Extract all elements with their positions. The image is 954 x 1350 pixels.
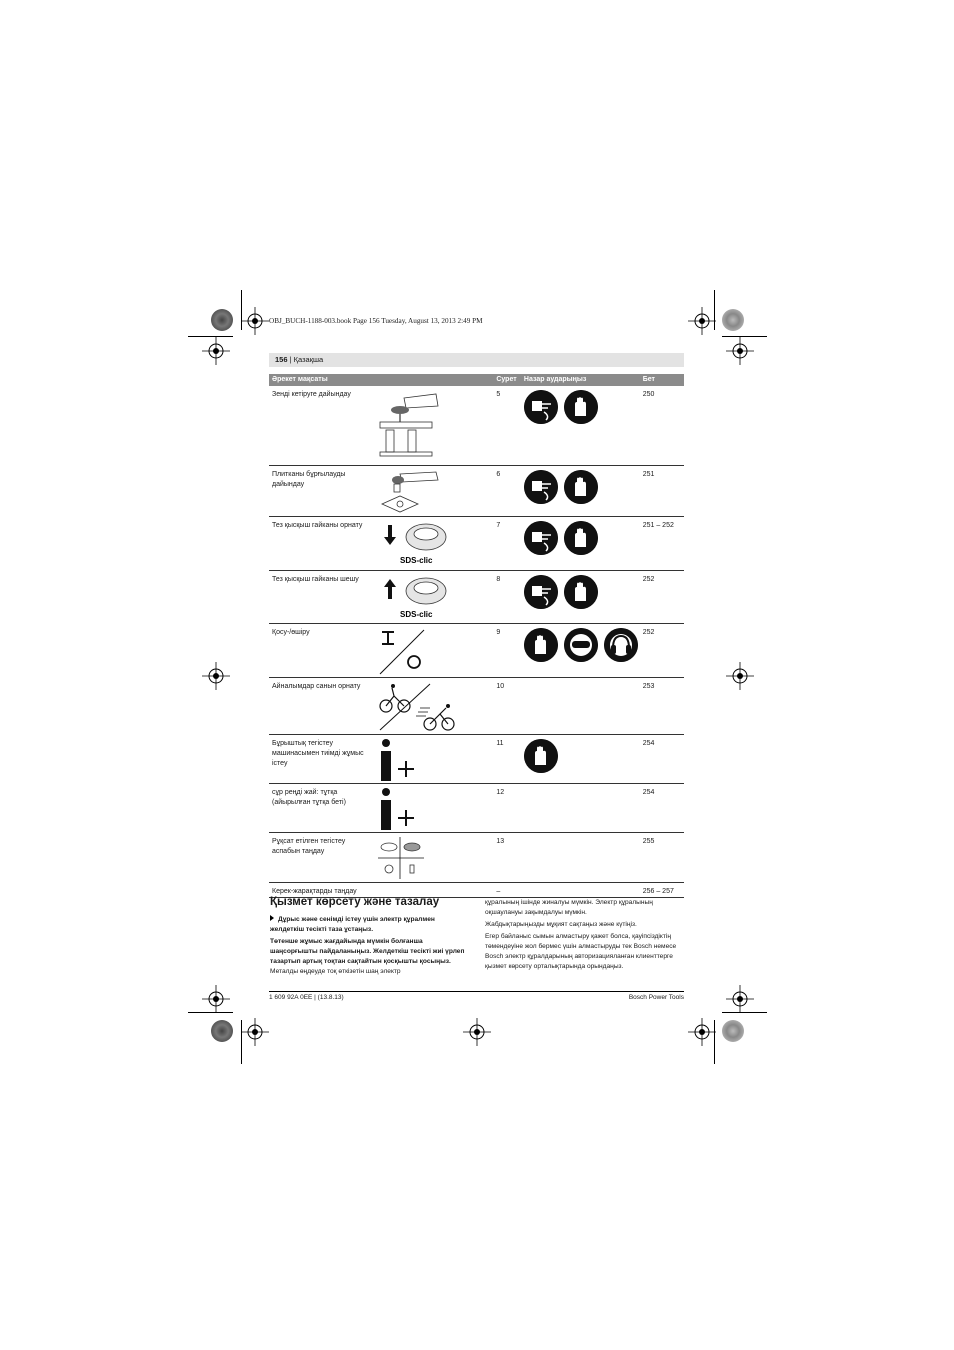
trim-line [188,1012,233,1013]
bullet-paragraph: Дұрыс және сенімді істеу үшін электр құралмен желдеткіш тесікті таза ұстаңыз. [270,916,435,933]
trim-line [714,1020,715,1064]
trim-line [722,336,767,337]
row-figure: 9 [493,623,521,677]
book-info-line: OBJ_BUCH-1188-003.book Page 156 Tuesday, August 13, 2013 2:49 PM [269,317,483,325]
sds-clic-mount-icon [378,521,448,567]
page-header [269,353,684,367]
row-action: сұр реңді жай: тұтқа (айырылған тұтқа беті) [269,783,375,832]
row-page: 252 [640,623,684,677]
info-plus-icon [378,788,428,832]
crosshair-registration-icon [726,337,754,365]
body-paragraph: құралының ішінде жиналуы мүмкін. Электр құралының оқшаулануы зақымдалуы мүмкін. [485,899,653,916]
row-page: 255 [640,832,684,882]
gloves-icon [524,628,558,662]
plug-icon [524,470,558,504]
color-registration-mark [722,1020,744,1042]
trim-line [722,1012,767,1013]
crosshair-registration-icon [241,1018,269,1046]
color-registration-mark [722,309,744,331]
table-row [269,570,684,623]
table-row [269,734,684,783]
plug-icon [524,390,558,424]
col-header-illustration [375,374,494,386]
table-row [269,677,684,734]
on-off-icon [378,628,448,676]
crosshair-registration-icon [688,1018,716,1046]
gloves-icon [564,521,598,555]
crosshair-registration-icon [202,337,230,365]
row-page: 250 [640,386,684,465]
body-paragraph: Егер байланыс сымын алмастыру қажет болса, қауіпсіздіктің төмендеуіне жол бермес үшін алмастыруды тек Bosch немесе Bosch электр құралдарының авторизацияланған клиенттерге қызмет көрсету орталықтарында орындаңыз. [485,933,677,970]
color-registration-mark [211,1020,233,1042]
col-header-figure: Сурет [493,374,521,386]
trim-line [714,290,715,330]
trim-line [241,1020,242,1064]
bullet-arrow-icon [270,915,274,921]
sds-clic-label: SDS-clic [399,555,433,565]
row-figure: 5 [493,386,521,465]
plug-icon [524,575,558,609]
language-label: Қазақша [293,355,324,364]
header-separator: | [289,355,292,364]
crosshair-registration-icon [463,1018,491,1046]
row-action: Рұқсат етілген тегістеу аспабын таңдау [269,832,375,882]
color-registration-mark [211,309,233,331]
ear-protection-icon [604,628,638,662]
crosshair-registration-icon [688,307,716,335]
col-header-action: Әрекет мақсаты [269,374,375,386]
col-header-page: Бет [640,374,684,386]
row-figure: – [493,882,521,897]
crosshair-registration-icon [202,662,230,690]
trim-line [188,336,233,337]
table-row [269,783,684,832]
speed-bikes-icon [378,682,458,732]
table-row [269,832,684,882]
gloves-icon [564,470,598,504]
info-plus-icon [378,739,428,783]
crosshair-registration-icon [726,985,754,1013]
row-action: Тез қысқыш гайканы шешу [269,570,375,623]
row-action: Бұрыштық тегістеу машинасымен тиімді жұмыс істеу [269,734,375,783]
gloves-icon [564,575,598,609]
left-column [270,915,466,979]
col-header-notes: Назар аударыңыз [521,374,640,386]
footer-brand: Bosch Power Tools [628,994,684,1001]
row-action: Керек-жарақтарды таңдау [269,882,493,897]
row-figure: 8 [493,570,521,623]
row-page: 254 [640,783,684,832]
trim-line [241,290,242,330]
section-title: Қызмет көрсету және тазалау [270,896,440,908]
row-action: Зенді кетіруге дайындау [269,386,375,465]
footer-doc-number: 1 609 92A 0EE | (13.8.13) [269,994,344,1001]
table-header-row [269,374,684,386]
crosshair-registration-icon [202,985,230,1013]
footer-rule [269,991,684,992]
plug-icon [524,521,558,555]
tile-drill-icon [378,470,448,516]
crosshair-registration-icon [726,662,754,690]
row-page: 256 – 257 [640,882,684,897]
table-row [269,386,684,465]
row-figure: 7 [493,516,521,570]
table-row [269,465,684,516]
row-action: Плитканы бұрғылауды дайындау [269,465,375,516]
row-figure: 6 [493,465,521,516]
body-paragraph: Төтенше жұмыс жағдайында мүмкін болғанша шаңсорғышты пайдаланыңыз. Желдеткіш тесікті жиі үрлеп тазартып артық тоқтан сақтайтын қосқышты қосыңыз. Металды өңдеуде тоқ өткізетін шаң электр [270,938,465,975]
row-action: Қосу-/өшіру [269,623,375,677]
grinding-tools-icon [378,837,438,879]
grinder-cut-icon [378,390,448,458]
row-figure: 13 [493,832,521,882]
row-figure: 12 [493,783,521,832]
right-column [485,898,684,974]
gloves-icon [524,739,558,773]
crosshair-registration-icon [241,307,269,335]
goggles-icon [564,628,598,662]
row-page: 251 [640,465,684,516]
table-row [269,623,684,677]
table-row [269,882,684,897]
row-action: Айналымдар санын орнату [269,677,375,734]
gloves-icon [564,390,598,424]
steps-table [269,374,684,898]
sds-clic-label: SDS-clic [399,609,433,619]
row-page: 251 – 252 [640,516,684,570]
row-figure: 10 [493,677,521,734]
table-row [269,516,684,570]
row-page: 254 [640,734,684,783]
row-action: Тез қысқыш гайканы орнату [269,516,375,570]
sds-clic-remove-icon [378,575,448,621]
row-page: 253 [640,677,684,734]
row-page: 252 [640,570,684,623]
page-number: 156 [275,355,288,364]
body-paragraph: Жабдықтарыңызды мұқият сақтаңыз және күтіңіз. [485,921,637,928]
row-figure: 11 [493,734,521,783]
